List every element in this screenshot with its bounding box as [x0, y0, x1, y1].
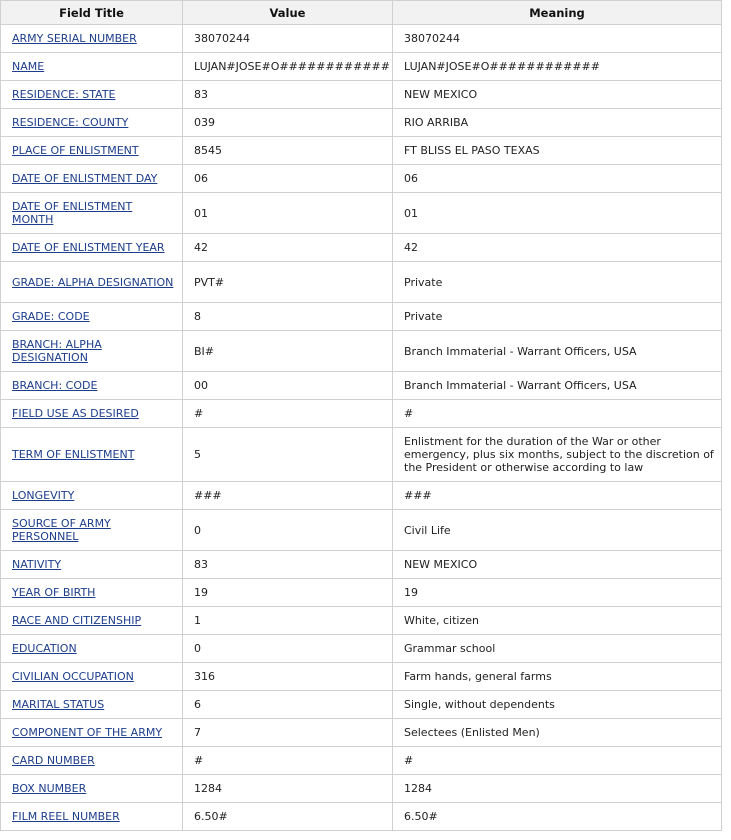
table-row — [1, 579, 722, 607]
field-title-link[interactable]: DATE OF ENLISTMENT DAY — [12, 172, 158, 185]
field-title-link[interactable]: CIVILIAN OCCUPATION — [12, 670, 134, 683]
header-field-title: Field Title — [1, 1, 183, 25]
field-value: ### — [183, 482, 393, 510]
field-title-link[interactable]: PLACE OF ENLISTMENT — [12, 144, 139, 157]
table-row — [1, 747, 722, 775]
field-title-link[interactable]: TERM OF ENLISTMENT — [12, 448, 135, 461]
table-row — [1, 551, 722, 579]
field-meaning: 1284 — [393, 775, 722, 803]
table-body — [1, 25, 722, 831]
field-value: 0 — [183, 510, 393, 551]
header-meaning: Meaning — [393, 1, 722, 25]
field-meaning: Branch Immaterial - Warrant Officers, USA — [393, 331, 722, 372]
field-title-link[interactable]: CARD NUMBER — [12, 754, 95, 767]
field-meaning: White, citizen — [393, 607, 722, 635]
field-value: LUJAN#JOSE#O############ — [183, 53, 393, 81]
table-row — [1, 193, 722, 234]
field-title-link[interactable]: COMPONENT OF THE ARMY — [12, 726, 163, 739]
field-title-link[interactable]: GRADE: CODE — [12, 310, 90, 323]
table-header-row — [1, 1, 722, 25]
field-title-link[interactable]: NAME — [12, 60, 45, 73]
field-meaning: # — [393, 400, 722, 428]
field-meaning: RIO ARRIBA — [393, 109, 722, 137]
table-row — [1, 663, 722, 691]
field-value: PVT# — [183, 262, 393, 303]
field-meaning: NEW MEXICO — [393, 81, 722, 109]
field-meaning: NEW MEXICO — [393, 551, 722, 579]
field-title-link[interactable]: RESIDENCE: STATE — [12, 88, 116, 101]
field-title-link[interactable]: FILM REEL NUMBER — [12, 810, 120, 823]
field-meaning: 19 — [393, 579, 722, 607]
table-row — [1, 81, 722, 109]
field-value: 7 — [183, 719, 393, 747]
table-row — [1, 775, 722, 803]
table-row — [1, 331, 722, 372]
field-title-link[interactable]: ARMY SERIAL NUMBER — [12, 32, 137, 45]
field-value: 01 — [183, 193, 393, 234]
field-title-link[interactable]: BRANCH: ALPHA DESIGNATION — [12, 338, 102, 364]
table-row — [1, 25, 722, 53]
field-value: BI# — [183, 331, 393, 372]
field-value: 38070244 — [183, 25, 393, 53]
table-row — [1, 428, 722, 482]
field-value: 5 — [183, 428, 393, 482]
field-meaning: 6.50# — [393, 803, 722, 831]
field-meaning: 06 — [393, 165, 722, 193]
field-meaning: ### — [393, 482, 722, 510]
table-row — [1, 53, 722, 81]
table-row — [1, 510, 722, 551]
field-meaning: Civil Life — [393, 510, 722, 551]
field-value: 6.50# — [183, 803, 393, 831]
table-row — [1, 719, 722, 747]
table-row — [1, 165, 722, 193]
field-value: # — [183, 747, 393, 775]
field-value: 00 — [183, 372, 393, 400]
table-row — [1, 137, 722, 165]
field-value: 8 — [183, 303, 393, 331]
field-value: 039 — [183, 109, 393, 137]
table-row — [1, 109, 722, 137]
field-value: 1 — [183, 607, 393, 635]
field-value: 6 — [183, 691, 393, 719]
field-meaning: Private — [393, 303, 722, 331]
field-meaning: FT BLISS EL PASO TEXAS — [393, 137, 722, 165]
field-meaning: LUJAN#JOSE#O############ — [393, 53, 722, 81]
table-row — [1, 400, 722, 428]
field-value: 1284 — [183, 775, 393, 803]
field-meaning: 42 — [393, 234, 722, 262]
field-title-link[interactable]: RESIDENCE: COUNTY — [12, 116, 129, 129]
field-value: # — [183, 400, 393, 428]
field-meaning: Single, without dependents — [393, 691, 722, 719]
table-row — [1, 372, 722, 400]
table-row — [1, 607, 722, 635]
field-value: 06 — [183, 165, 393, 193]
field-meaning: Private — [393, 262, 722, 303]
table-row — [1, 482, 722, 510]
field-meaning: 01 — [393, 193, 722, 234]
table-row — [1, 234, 722, 262]
field-title-link[interactable]: NATIVITY — [12, 558, 62, 571]
field-title-link[interactable]: BOX NUMBER — [12, 782, 87, 795]
field-title-link[interactable]: GRADE: ALPHA DESIGNATION — [12, 275, 174, 289]
field-title-link[interactable]: RACE AND CITIZENSHIP — [12, 614, 142, 627]
field-value: 83 — [183, 551, 393, 579]
field-meaning: # — [393, 747, 722, 775]
field-title-link[interactable]: FIELD USE AS DESIRED — [12, 407, 139, 420]
header-value: Value — [183, 1, 393, 25]
field-meaning: Grammar school — [393, 635, 722, 663]
table-row — [1, 803, 722, 831]
field-meaning: Enlistment for the duration of the War or other emergency, plus six months, subject to the discretion of the President or otherwise according to law — [393, 428, 722, 482]
table-row — [1, 303, 722, 331]
field-value: 42 — [183, 234, 393, 262]
field-meaning: Branch Immaterial - Warrant Officers, USA — [393, 372, 722, 400]
field-title-link[interactable]: BRANCH: CODE — [12, 379, 98, 392]
field-title-link[interactable]: DATE OF ENLISTMENT YEAR — [12, 241, 165, 254]
field-meaning: 38070244 — [393, 25, 722, 53]
table-row — [1, 691, 722, 719]
field-value: 19 — [183, 579, 393, 607]
field-title-link[interactable]: SOURCE OF ARMY PERSONNEL — [12, 517, 111, 543]
field-title-link[interactable]: LONGEVITY — [12, 489, 75, 502]
field-value: 0 — [183, 635, 393, 663]
field-value: 83 — [183, 81, 393, 109]
field-meaning: Selectees (Enlisted Men) — [393, 719, 722, 747]
field-title-link[interactable]: DATE OF ENLISTMENT MONTH — [12, 200, 133, 226]
field-title-link[interactable]: MARITAL STATUS — [12, 698, 105, 711]
field-meaning: Farm hands, general farms — [393, 663, 722, 691]
table-row — [1, 262, 722, 303]
field-value: 8545 — [183, 137, 393, 165]
field-title-link[interactable]: EDUCATION — [12, 642, 77, 655]
table-row — [1, 635, 722, 663]
field-value: 316 — [183, 663, 393, 691]
field-title-link[interactable]: YEAR OF BIRTH — [12, 586, 96, 599]
